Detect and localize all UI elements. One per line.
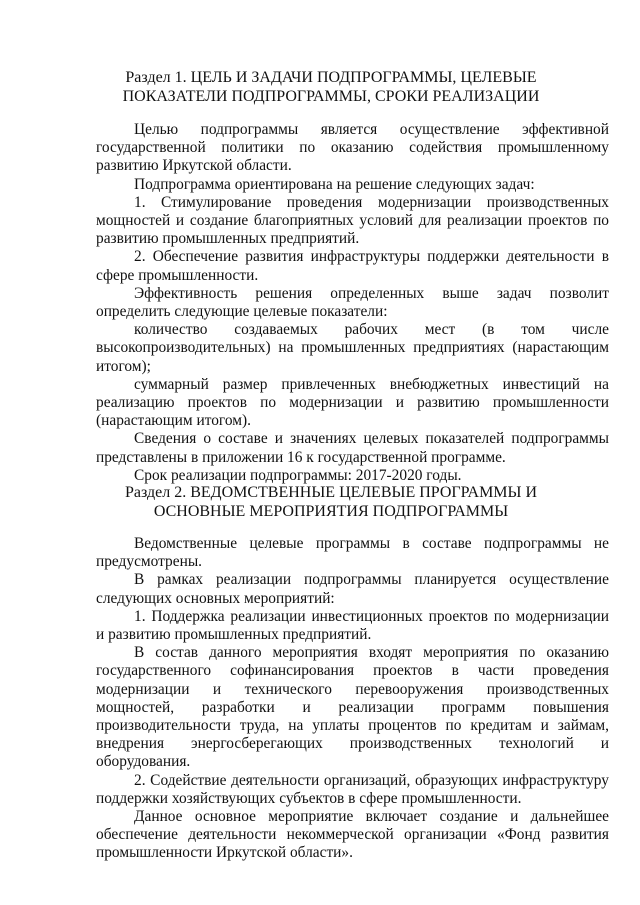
section-1-heading-line-1: Раздел 1. ЦЕЛЬ И ЗАДАЧИ ПОДПРОГРАММЫ, ЦЕЛЕВЫЕ [125, 69, 537, 86]
section-2-paragraph: В рамках реализации подпрограммы планируется осуществление следующих основных мероприятий: [96, 571, 609, 607]
section-1-body [96, 121, 609, 485]
section-2-paragraph: Ведомственные целевые программы в составе подпрограммы не предусмотрены. [96, 535, 609, 571]
section-1-paragraph: Срок реализации подпрограммы: 2017-2020 годы. [134, 466, 462, 484]
section-2-paragraph: 1. Поддержка реализации инвестиционных проектов по модернизации и развитию промышленных предприятий. [96, 607, 609, 644]
section-1-heading-line-2: ПОКАЗАТЕЛИ ПОДПРОГРАММЫ, СРОКИ РЕАЛИЗАЦИИ [122, 88, 540, 105]
section-1-paragraph: количество создаваемых рабочих мест (в том числе высокопроизводительных) на промышленных предприятиях (нарастающим итогом); [96, 321, 609, 375]
section-1-paragraph: 1. Стимулирование проведения модернизации производственных мощностей и создание благоприятных условий для реализации проектов по развитию промышленных предприятий. [96, 193, 609, 248]
section-1-paragraph: Эффективность решения определенных выше задач позволит определить следующие целевые показатели: [96, 284, 609, 321]
section-1-paragraph: Сведения о составе и значениях целевых показателей подпрограммы представлены в приложении 16 к государственной программе. [96, 430, 609, 466]
section-2-heading-line-1: Раздел 2. ВЕДОМСТВЕННЫЕ ЦЕЛЕВЫЕ ПРОГРАММЫ И [124, 484, 538, 501]
section-1-paragraph: Целью подпрограммы является осуществление эффективной государственной политики по оказанию содействия промышленному развитию Иркутской области. [96, 121, 609, 175]
section-2-heading [96, 483, 566, 521]
section-1-paragraph: суммарный размер привлеченных внебюджетных инвестиций на реализацию проектов по модернизации и развитию промышленности (нарастающим итогом). [96, 375, 609, 430]
section-1-paragraph: Подпрограмма ориентирована на решение следующих задач: [134, 175, 535, 193]
section-2-body [96, 535, 609, 863]
section-2-heading-line-2: ОСНОВНЫЕ МЕРОПРИЯТИЯ ПОДПРОГРАММЫ [153, 503, 509, 520]
section-1-heading [96, 68, 566, 106]
section-2-paragraph: Данное основное мероприятие включает создание и дальнейшее обеспечение деятельности некоммерческой организации «Фонд развития промышленности Иркутской области». [96, 808, 609, 862]
section-1-paragraph: 2. Обеспечение развития инфраструктуры поддержки деятельности в сфере промышленности. [96, 248, 609, 284]
section-2-paragraph: 2. Содействие деятельности организаций, образующих инфраструктуру поддержки хозяйствующих субъектов в сфере промышленности. [96, 771, 609, 807]
section-2-paragraph: В состав данного мероприятия входят мероприятия по оказанию государственного софинансирования проектов в части проведения модернизации и технического перевооружения производственных мощностей, разработки и реализации программ повышения производительности труда, на уплаты процентов по кредитам и займам, внедрения энергосберегающих производственных технологий и оборудования. [96, 644, 609, 771]
